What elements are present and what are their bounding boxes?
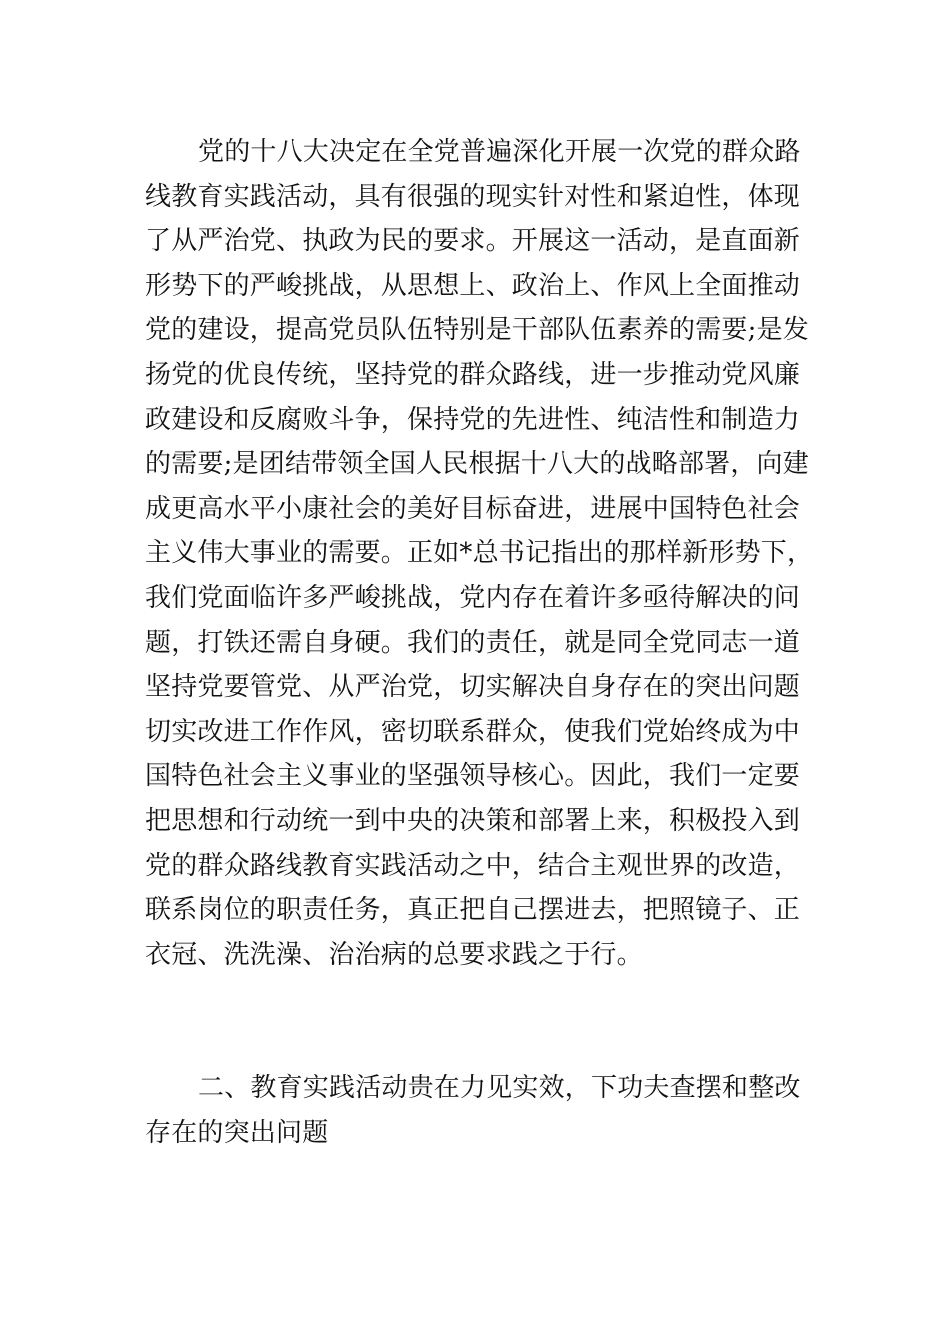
paragraph-line: 把思想和行动统一到中央的决策和部署上来，积极投入到	[145, 805, 801, 836]
section-heading-line: 二、教育实践活动贵在力见实效，下功夫查摆和整改	[198, 1073, 801, 1104]
paragraph-line: 坚持党要管党、从严治党，切实解决自身存在的突出问题	[145, 672, 801, 703]
paragraph-line: 形势下的严峻挑战，从思想上、政治上、作风上全面推动	[145, 270, 801, 301]
paragraph-line: 我们党面临许多严峻挑战，党内存在着许多亟待解决的问	[145, 582, 801, 613]
paragraph-line: 题，打铁还需自身硬。我们的责任，就是同全党同志一道	[145, 627, 801, 658]
paragraph-line: 切实改进工作作风，密切联系群众，使我们党始终成为中	[145, 716, 801, 747]
paragraph-spacer	[145, 977, 810, 1066]
paragraph-line: 线教育实践活动，具有很强的现实针对性和紧迫性，体现	[145, 181, 801, 212]
paragraph-line: 党的十八大决定在全党普遍深化开展一次党的群众路	[198, 137, 801, 167]
paragraph-line: 党的建设，提高党员队伍特别是干部队伍素养的需要;是发	[145, 315, 809, 346]
document-body	[145, 130, 814, 1155]
paragraph-line: 联系岗位的职责任务，真正把自己摆进去，把照镜子、正	[145, 895, 801, 926]
paragraph-line: 政建设和反腐败斗争，保持党的先进性、纯洁性和制造力	[145, 404, 801, 435]
paragraph-line: 扬党的优良传统，坚持党的群众路线，进一步推动党风廉	[145, 359, 801, 390]
paragraph-line: 主义伟大事业的需要。正如*总书记指出的那样新形势下，	[145, 538, 814, 569]
paragraph-line: 成更高水平小康社会的美好目标奋进，进展中国特色社会	[145, 493, 801, 524]
paragraph-line: 的需要;是团结带领全国人民根据十八大的战略部署，向建	[145, 449, 809, 480]
paragraph-line: 国特色社会主义事业的坚强领导核心。因此，我们一定要	[145, 761, 801, 792]
section-heading-line: 存在的突出问题	[145, 1117, 329, 1148]
paragraph-line: 了从严治党、执政为民的要求。开展这一活动，是直面新	[145, 226, 801, 257]
paragraph-line: 党的群众路线教育实践活动之中，结合主观世界的改造，	[145, 850, 801, 881]
paragraph-line: 衣冠、洗洗澡、治治病的总要求践之于行。	[145, 939, 643, 970]
